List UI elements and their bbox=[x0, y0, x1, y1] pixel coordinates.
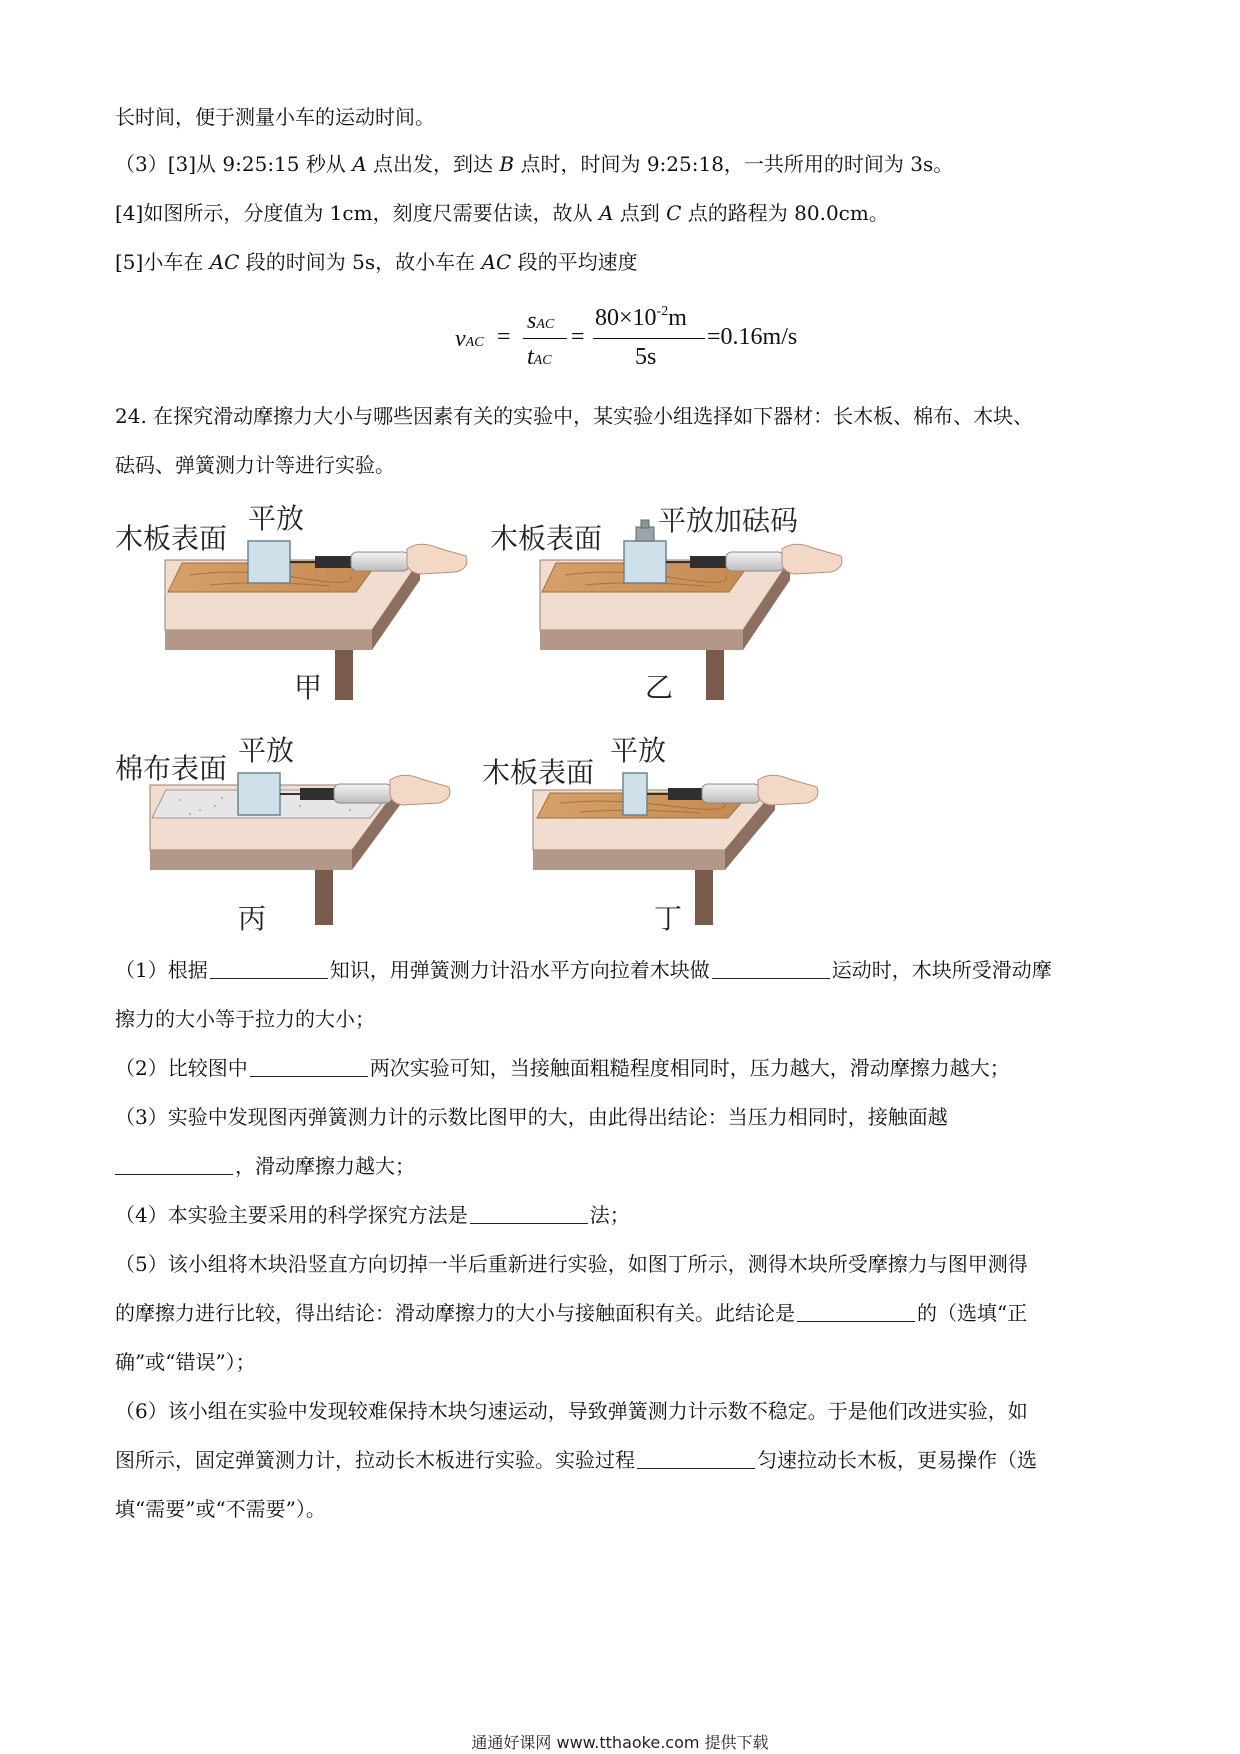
formula-t: tAC bbox=[527, 344, 552, 370]
text-line: [5]小车在 AC 段的时间为 5s，故小车在 AC 段的平均速度 bbox=[115, 250, 638, 274]
text-line: 长时间，便于测量小车的运动时间。 bbox=[115, 105, 435, 129]
formula-equals: = bbox=[497, 324, 511, 350]
figure-caption: 甲 bbox=[294, 671, 323, 704]
spring-meter-spring bbox=[690, 556, 726, 568]
weight-block bbox=[636, 527, 654, 541]
question-part-1-cont: 擦力的大小等于拉力的大小； bbox=[115, 1007, 375, 1031]
hand-icon bbox=[390, 775, 450, 805]
question-part-2: （2）比较图中 两次实验可知，当接触面粗糙程度相同时，压力越大，滑动摩擦力越大； bbox=[115, 1056, 1010, 1080]
question-part-6: （6）该小组在实验中发现较难保持木块匀速运动，导致弹簧测力计示数不稳定。于是他们改进实验，如 bbox=[115, 1399, 1028, 1423]
hand-icon bbox=[782, 544, 842, 574]
answer-blank[interactable] bbox=[712, 956, 830, 979]
placement-label: 平放加砝码 bbox=[658, 504, 799, 537]
surface-label: 木板表面 bbox=[115, 522, 228, 555]
question-part-6-cont: 填“需要”或“不需要”）。 bbox=[115, 1497, 326, 1521]
question-part-6-cont: 图所示，固定弹簧测力计，拉动长木板进行实验。实验过程 匀速拉动长木板，更易操作（选 bbox=[115, 1448, 1037, 1472]
question-part-5-cont: 的摩擦力进行比较，得出结论：滑动摩擦力的大小与接触面积有关。此结论是 的（选填“正 bbox=[115, 1301, 1028, 1325]
spring-meter-spring bbox=[668, 788, 702, 800]
formula-s: sAC bbox=[527, 308, 555, 334]
hand-icon bbox=[758, 775, 818, 805]
answer-blank[interactable] bbox=[115, 1152, 233, 1175]
spring-meter bbox=[334, 784, 392, 803]
formula-v: vAC bbox=[455, 326, 484, 352]
question-stem: 24. 在探究滑动摩擦力大小与哪些因素有关的实验中，某实验小组选择如下器材：长木板、棉布、木块、 bbox=[115, 404, 1034, 428]
answer-blank[interactable] bbox=[637, 1446, 755, 1469]
wood-block bbox=[238, 773, 280, 815]
page-footer: 通通好课网 www.tthaoke.com 提供下载 bbox=[471, 1733, 769, 1752]
answer-blank[interactable] bbox=[210, 956, 328, 979]
surface-label: 木板表面 bbox=[482, 756, 595, 789]
formula-denominator: 5s bbox=[635, 344, 657, 370]
surface-label: 棉布表面 bbox=[115, 752, 228, 785]
figure-caption: 丙 bbox=[238, 902, 267, 935]
answer-blank[interactable] bbox=[250, 1054, 368, 1077]
hand-icon bbox=[407, 544, 467, 574]
half-wood-block bbox=[623, 773, 647, 815]
question-stem: 砝码、弹簧测力计等进行实验。 bbox=[115, 453, 395, 477]
text-line: （3）[3]从 9:25:15 秒从 A 点出发，到达 B 点时，时间为 9:25:18，一共所用的时间为 3s。 bbox=[115, 152, 954, 176]
question-part-4: （4）本实验主要采用的科学探究方法是 法； bbox=[115, 1203, 630, 1227]
placement-label: 平放 bbox=[610, 734, 667, 767]
spring-meter bbox=[726, 552, 784, 571]
question-part-5-cont: 确”或“错误”）； bbox=[115, 1350, 256, 1374]
spring-meter bbox=[351, 552, 409, 571]
text-line: [4]如图所示，分度值为 1cm，刻度尺需要估读，故从 A 点到 C 点的路程为 80.0cm。 bbox=[115, 201, 889, 225]
formula-equals: = bbox=[571, 324, 585, 350]
question-part-5: （5）该小组将木块沿竖直方向切掉一半后重新进行实验，如图丁所示，测得木块所受摩擦力与图甲测得 bbox=[115, 1252, 1028, 1276]
spring-meter-spring bbox=[315, 556, 351, 568]
question-part-1: （1）根据 知识，用弹簧测力计沿水平方向拉着木块做 运动时，木块所受滑动摩 bbox=[115, 958, 1052, 982]
answer-blank[interactable] bbox=[797, 1299, 915, 1322]
wood-block bbox=[624, 541, 666, 583]
figure-bing bbox=[150, 773, 450, 925]
question-part-3-cont: ，滑动摩擦力越大； bbox=[115, 1152, 1125, 1180]
formula-numerator: $80\times 10^{-2}m$ bbox=[595, 304, 687, 331]
question-part-3: （3）实验中发现图丙弹簧测力计的示数比图甲的大，由此得出结论：当压力相同时，接触面越 bbox=[115, 1105, 948, 1129]
wood-block bbox=[248, 541, 290, 583]
placement-label: 平放 bbox=[248, 502, 305, 535]
figure-caption: 丁 bbox=[654, 902, 683, 935]
spring-meter-spring bbox=[300, 788, 334, 800]
figure-caption: 乙 bbox=[645, 671, 674, 704]
spring-meter bbox=[702, 784, 760, 803]
answer-blank[interactable] bbox=[470, 1201, 588, 1224]
formula-result: =0.16m/s bbox=[707, 324, 798, 350]
placement-label: 平放 bbox=[238, 734, 295, 767]
surface-label: 木板表面 bbox=[490, 522, 603, 555]
